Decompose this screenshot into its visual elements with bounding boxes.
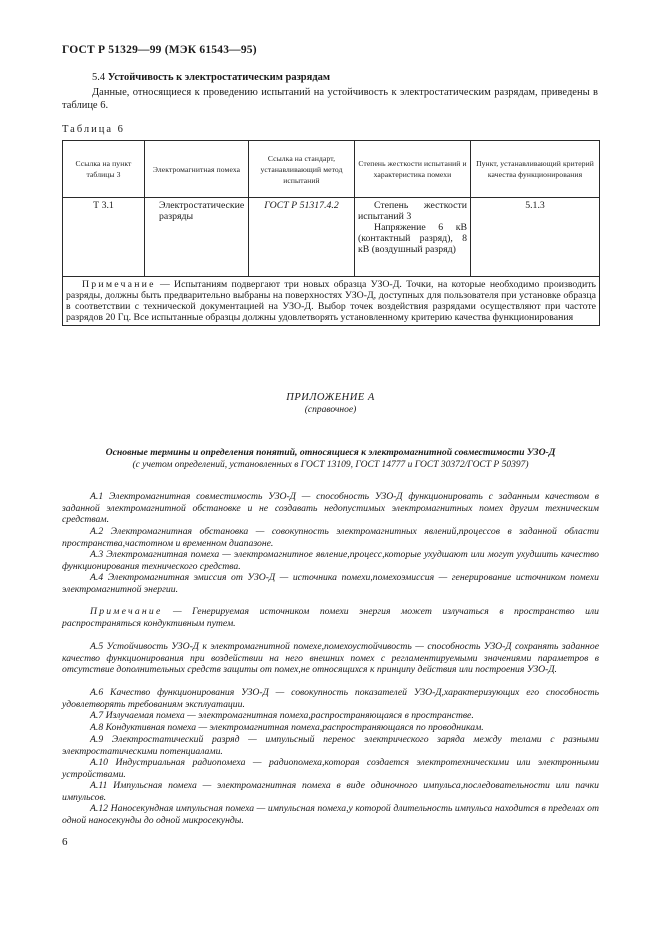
appendix-subtitle: (справочное) xyxy=(304,405,357,415)
table-caption: Таблица 6 xyxy=(62,124,125,135)
table-cell-disturbance xyxy=(145,198,249,277)
table-header-cell: Пункт, устанавливающий критерий качества функционирования xyxy=(471,141,600,198)
table-6 xyxy=(62,140,600,326)
table-cell-ref: Т 3.1 xyxy=(63,198,145,277)
page-number: 6 xyxy=(62,836,68,848)
term-item: А.1 Электромагнитная совместимость УЗО-Д — способность УЗО-Д функционировать с заданным качеством в заданной электромагнитной обстановке и не создавать недопустимых электромагнитных помех другим техническим средствам. xyxy=(62,491,599,526)
severity-voltage: Напряжение 6 кВ (контактный разряд), 8 кВ (воздушный разряд) xyxy=(358,222,467,255)
term-item: А.2 Электромагнитная обстановка — совокупность электромагнитных явлений,процессов в заданной области пространства,частотном и временном диапазоне. xyxy=(62,526,599,549)
term-item: А.4 Электромагнитная эмиссия от УЗО-Д — источника помехи,помехоэмиссия — генерирование источником помехи электромагнитной энергии. xyxy=(62,572,599,595)
table-row xyxy=(63,198,600,277)
term-item: А.6 Качество функционирования УЗО-Д — совокупность показателей УЗО-Д,характеризующих его способность удовлетворять требованиям эксплуатации. xyxy=(62,687,599,710)
appendix-title: ПРИЛОЖЕНИЕ А xyxy=(286,392,375,403)
table-header-cell: Ссылка на пункт таблицы 3 xyxy=(63,141,145,198)
term-item: А.9 Электростатический разряд — импульсный перенос электрического заряда между телами с разными электростатическими потенциалами. xyxy=(62,734,599,757)
disturbance-text: Электростатические разряды xyxy=(159,200,245,222)
table-header-cell: Степень жесткости испытаний и характеристика помехи xyxy=(355,141,471,198)
table-header-row xyxy=(63,141,600,198)
note-text: — Испытаниям подвергают три новых образца УЗО-Д. Точки, на которые необходимо производить разряды, должны быть предварительно выбраны на поверхностях УЗО-Д, доступных для пользователя при установке образца в соответствии с технической документацией на УЗО-Д. Выбор точек воздействия разрядами осуществляют при частоте разрядов 20 Гц. Все испытанные образцы должны удовлетворять установленному критерию качества функционирования xyxy=(66,279,596,323)
table-note-row xyxy=(63,277,600,326)
severity-degree: Степень жесткости испытаний 3 xyxy=(358,200,467,222)
section-title: Устойчивость к электростатическим разрядам xyxy=(107,72,331,83)
term-item: А.7 Излучаемая помеха — электромагнитная помеха,распространяющаяся в пространстве. xyxy=(90,710,474,721)
terms-title: Основные термины и определения понятий, относящиеся к электромагнитной совместимости УЗО-Д xyxy=(105,447,556,458)
table-header-cell: Ссылка на стандарт, устанавливающий метод испытаний xyxy=(249,141,355,198)
term-item: А.8 Кондуктивная помеха — электромагнитная помеха,распространяющаяся по проводникам. xyxy=(90,722,484,733)
section-paragraph: Данные, относящиеся к проведению испытаний на устойчивость к электростатическим разрядам, приведены в таблице 6. xyxy=(62,87,598,111)
term-item: А.10 Индустриальная радиопомеха — радиопомеха,которая создается электротехническими или электронными устройствами. xyxy=(62,757,599,780)
table-cell-severity xyxy=(355,198,471,277)
note-label: Примечание xyxy=(82,279,156,290)
appendix-note xyxy=(62,606,599,629)
table-header-cell: Электромагнитная помеха xyxy=(145,141,249,198)
term-item: А.3 Электромагнитная помеха — электромагнитное явление,процесс,которые ухудшают или могут ухудшить качество функционирования технического средства. xyxy=(62,549,599,572)
term-item: А.12 Наносекундная импульсная помеха — импульсная помеха,у которой длительность импульса находится в пределах от одной наносекунды до одной микросекунды. xyxy=(62,803,599,826)
table-cell-standard: ГОСТ Р 51317.4.2 xyxy=(249,198,355,277)
term-item: А.5 Устойчивость УЗО-Д к электромагнитной помехе,помехоустойчивость — способность УЗО-Д сохранять заданное качество функционирования при воздействии на него внешних помех с регламентируемыми значениями параметров в отсутствие дополнительных средств защиты от помех,не относящихся к принципу действия или построения УЗО-Д. xyxy=(62,641,599,676)
appendix-note-label: Примечание xyxy=(90,606,163,617)
appendix-note-text: — Генерируемая источником помехи энергия может излучаться в пространство или распространяться кондуктивным путем. xyxy=(62,606,599,629)
terms-subtitle: (с учетом определений, установленных в ГОСТ 13109, ГОСТ 14777 и ГОСТ 30372/ГОСТ Р 50397) xyxy=(132,460,529,470)
section-heading xyxy=(92,72,330,83)
table-cell-criterion: 5.1.3 xyxy=(471,198,600,277)
table-note xyxy=(63,277,600,326)
document-header: ГОСТ Р 51329—99 (МЭК 61543—95) xyxy=(62,44,257,56)
section-number: 5.4 xyxy=(92,72,106,83)
term-item: А.11 Импульсная помеха — электромагнитная помеха в виде одиночного импульса,последовательности или пачки импульсов. xyxy=(62,780,599,803)
